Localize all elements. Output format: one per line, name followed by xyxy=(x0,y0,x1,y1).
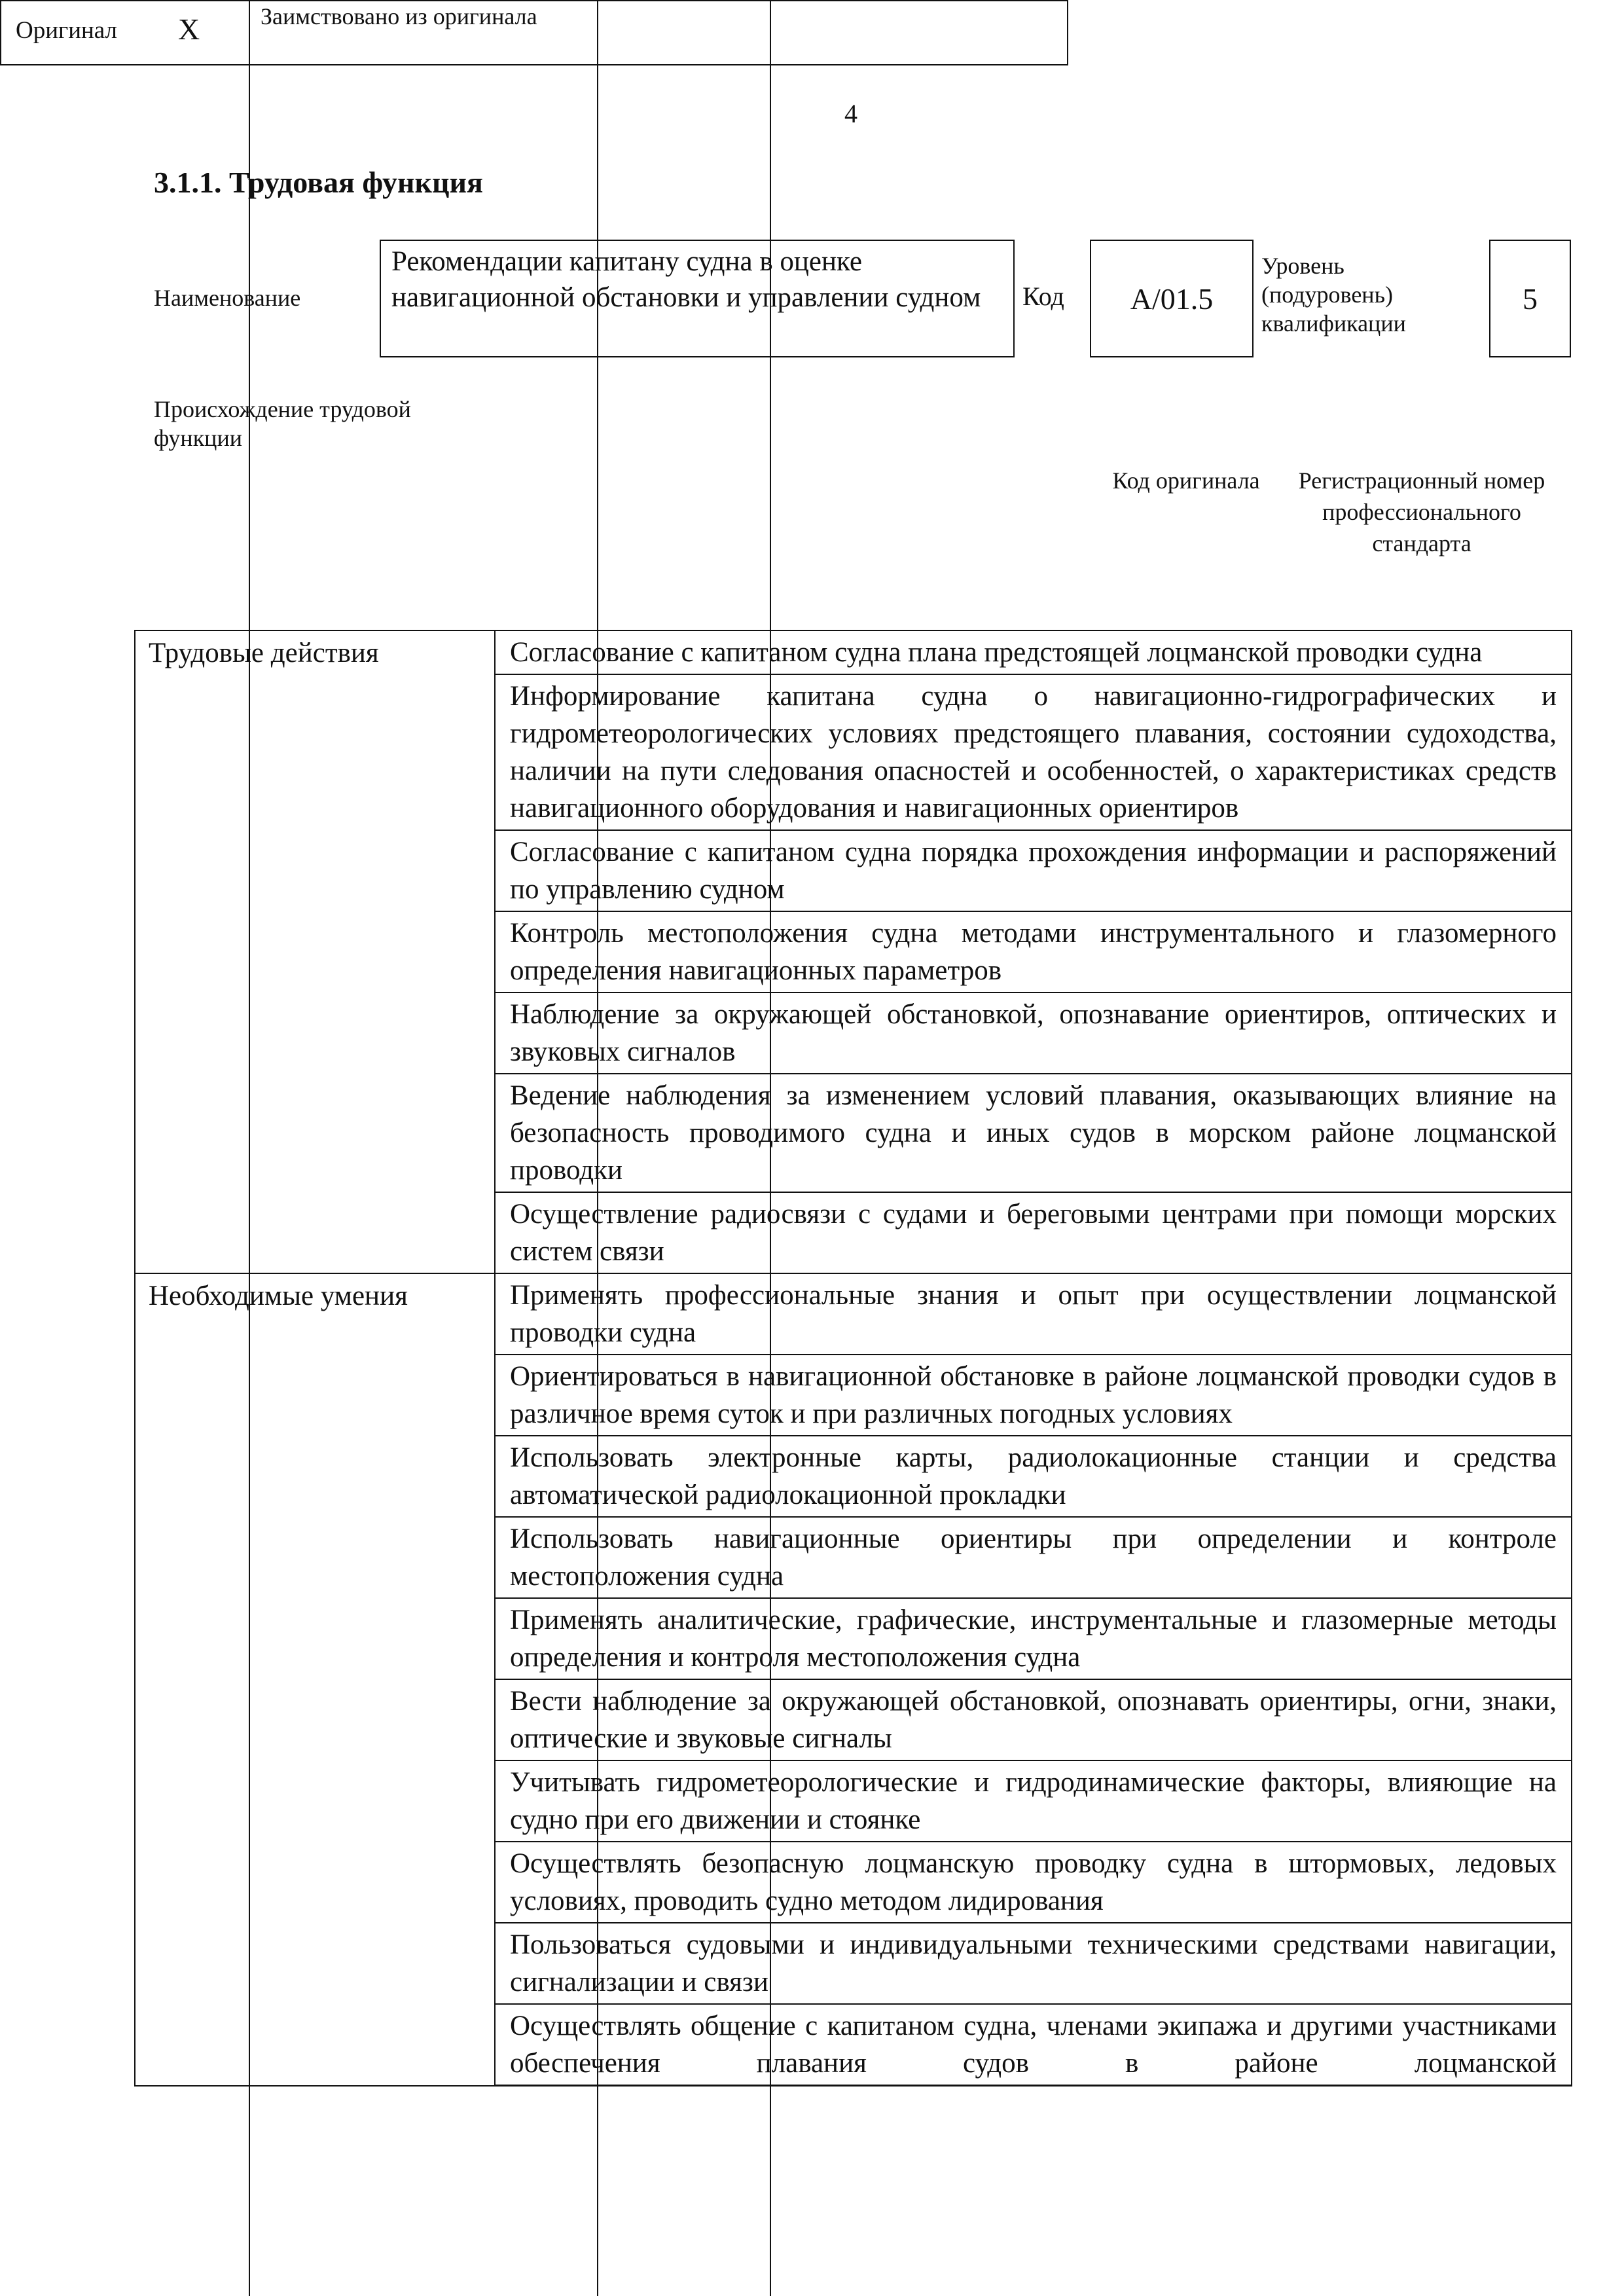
skill-item: Ориентироваться в навигационной обстановке в районе лоцманской проводки судов в различное время суток и при различных погодных условиях xyxy=(495,1355,1572,1436)
skill-item: Использовать навигационные ориентиры при определении и контроле местоположения судна xyxy=(495,1517,1572,1598)
labor-action-item: Контроль местоположения судна методами инструментального и глазомерного определения навигационных параметров xyxy=(495,911,1572,993)
labor-action-item: Согласование с капитаном судна порядка прохождения информации и распоряжений по управлению судном xyxy=(495,830,1572,911)
page-number: 4 xyxy=(844,99,857,128)
skill-item: Вести наблюдение за окружающей обстановкой, опознавать ориентиры, огни, знаки, оптические и звуковые сигналы xyxy=(495,1679,1572,1760)
labor-action-item: Информирование капитана судна о навигационно-гидрографических и гидрометеорологических условиях предстоящего плавания, состоянии судоходства, наличии на пути следования опасностей и особенностей, о характеристиках средств навигационного оборудования и навигационных ориентиров xyxy=(495,674,1572,830)
skills-label: Необходимые умения xyxy=(135,1273,495,2086)
table-row xyxy=(135,630,1572,674)
labor-action-item: Ведение наблюдения за изменением условий плавания, оказывающих влияние на безопасность проводимого судна и иных судов в морском районе лоцманской проводки xyxy=(495,1074,1572,1192)
labor-action-item: Осуществление радиосвязи с судами и береговыми центрами при помощи морских систем связи xyxy=(495,1192,1572,1273)
original-mark: X xyxy=(178,12,200,46)
skill-item: Применять профессиональные знания и опыт при осуществлении лоцманской проводки судна xyxy=(495,1273,1572,1355)
regnum-caption: Регистрационный номер профессионального стандарта xyxy=(1298,467,1545,556)
skill-item: Применять аналитические, графические, инструментальные и глазомерные методы определения и контроля местоположения судна xyxy=(495,1598,1572,1679)
origin-row xyxy=(0,0,1068,65)
skill-item: Осуществлять общение с капитаном судна, членами экипажа и другими участниками обеспечения плавания судов в районе лоцманской xyxy=(495,2004,1572,2086)
function-name-box: Рекомендации капитану судна в оценке навигационной обстановки и управлении судном xyxy=(380,240,1015,357)
code-label: Код xyxy=(1022,282,1064,311)
level-value-box: 5 xyxy=(1489,240,1571,357)
code-value-box: А/01.5 xyxy=(1090,240,1254,357)
skill-item: Пользоваться судовыми и индивидуальными техническими средствами навигации, сигнализации и связи xyxy=(495,1923,1572,2004)
labor-action-item: Наблюдение за окружающей обстановкой, опознавание ориентиров, оптических и звуковых сигналов xyxy=(495,993,1572,1074)
section-title: 3.1.1. Трудовая функция xyxy=(154,166,483,199)
table-row xyxy=(135,1273,1572,1355)
functions-table xyxy=(134,630,1572,2086)
skill-item: Осуществлять безопасную лоцманскую проводку судна в штормовых, ледовых условиях, проводить судно методом лидирования xyxy=(495,1842,1572,1923)
name-label: Наименование xyxy=(154,285,301,311)
labor-actions-label: Трудовые действия xyxy=(135,630,495,1273)
skill-item: Использовать электронные карты, радиолокационные станции и средства автоматической радиолокационной прокладки xyxy=(495,1436,1572,1517)
level-label: Уровень (подуровень) квалификации xyxy=(1261,253,1406,337)
code-caption: Код оригинала xyxy=(1112,467,1260,494)
borrowed-label: Заимствовано из оригинала xyxy=(261,3,537,29)
skill-item: Учитывать гидрометеорологические и гидродинамические факторы, влияющие на судно при его движении и стоянке xyxy=(495,1760,1572,1842)
original-label: Оригинал xyxy=(16,17,118,44)
labor-action-item: Согласование с капитаном судна плана предстоящей лоцманской проводки судна xyxy=(495,630,1572,674)
origin-label: Происхождение трудовой функции xyxy=(154,396,411,451)
